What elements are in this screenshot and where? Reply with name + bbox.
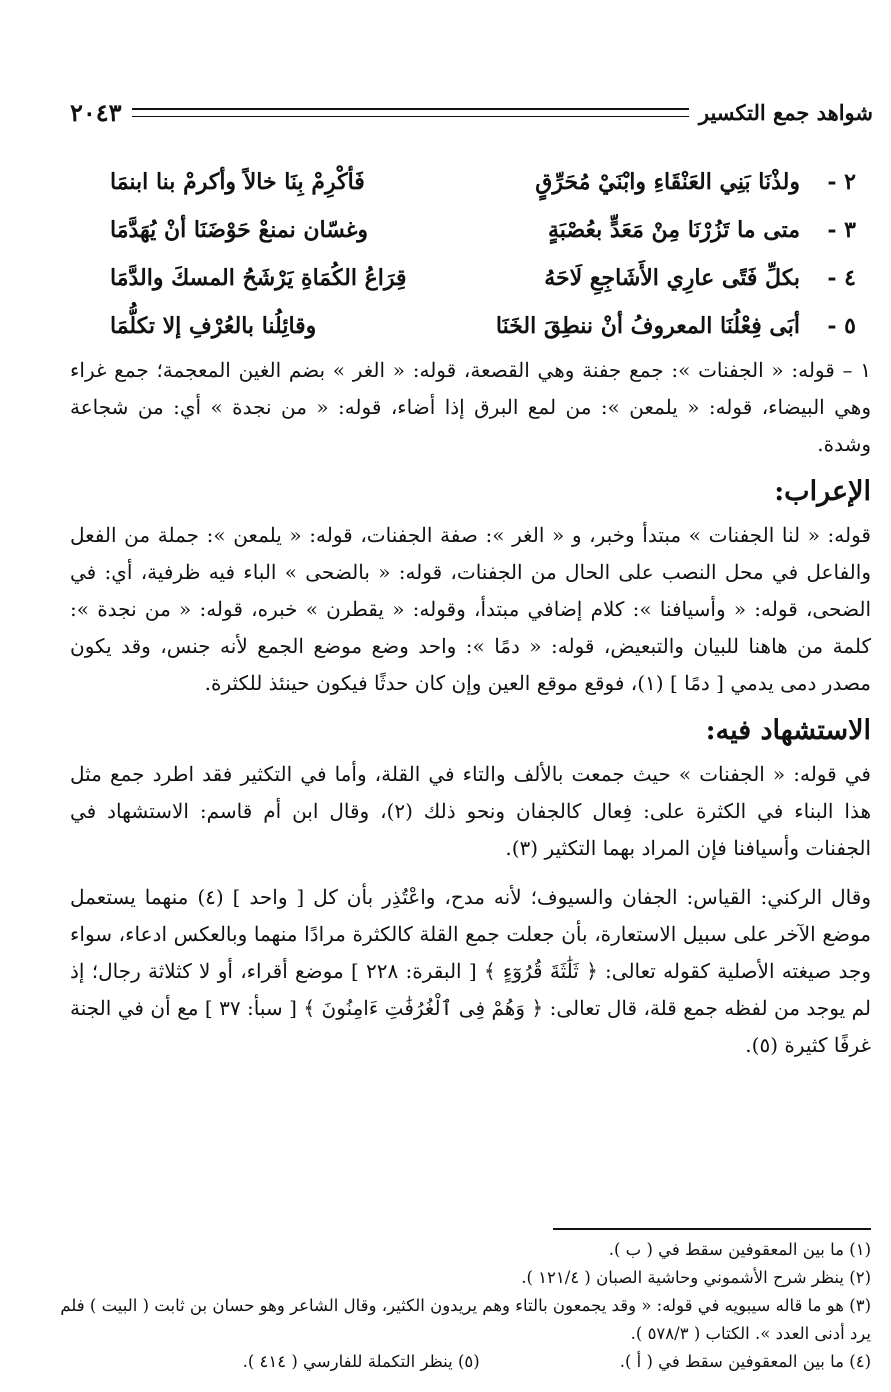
verse-second-hemistich: وغسّان نمنعْ حَوْضَنَا أنْ يُهَدَّمَا bbox=[110, 217, 368, 243]
footnote: (٢) ينظر شرح الأشموني وحاشية الصبان ( ١٢١/٤ ). bbox=[521, 1268, 871, 1287]
verse-line bbox=[110, 254, 856, 302]
footnote: (١) ما بين المعقوفين سقط في ( ب ). bbox=[608, 1240, 871, 1259]
irab-paragraph: قوله: « لنا الجفنات » مبتدأ وخبر، و « الغر »: صفة الجفنات، قوله: « يلمعن »: جملة من الفعل والفاعل في محل النصب على الحال من الجفنات، قوله: « بالضحى » الباء فيه ظرفية، أي: في الضحى، قوله: « وأسيافنا »: كلام إضافي مبتدأ، وقوله: « يقطرن » خبره، قوله: « من نجدة »: كلمة من هاهنا للبيان والتبعيض، قوله: « دمًا »: واحد وضع موضع الجمع لأنه جنس، وقد يكون مصدر دمى يدمي [ دمًا ] (١)، فوقع موقع العين وإن كان حدثًا فيكون حينئذ للكثرة. bbox=[70, 523, 871, 695]
explanation-paragraph: ١ – قوله: « الجفنات »: جمع جفنة وهي القصعة، قوله: « الغر » بضم الغين المعجمة؛ جمع غراء وهي البيضاء، قوله: « يلمعن »: من لمع البرق إذا أضاء، قوله: « من نجدة » أي: من شجاعة وشدة. bbox=[70, 358, 871, 456]
page-number: ٢٠٤٣ bbox=[70, 97, 122, 127]
verse-second-hemistich: وقائِلُنا بالعُرْفِ إلا تكلُّمَا bbox=[110, 313, 317, 339]
footnote: (٣) هو ما قاله سيبويه في قوله: « وقد يجمعون بالتاء وهم يريدون الكثير، وقال الشاعر وهو حسان بن ثابت ( البيت ) فلم يرد أدنى العدد ». الكتاب ( ٥٧٨/٣ ). bbox=[60, 1296, 871, 1343]
footnote: (٥) ينظر التكملة للفارسي ( ٤١٤ ). bbox=[242, 1352, 480, 1371]
footnote-separator bbox=[553, 1228, 871, 1230]
verse-first-hemistich: بكلِّ فَتًى عارِي الأَشَاجِعِ لَاحَهُ bbox=[544, 265, 800, 291]
running-header bbox=[70, 92, 873, 132]
verse-line bbox=[110, 302, 856, 350]
verse-first-hemistich: أبَى فِعْلُنَا المعروفُ أنْ ننطِقَ الخَنَا bbox=[495, 313, 800, 339]
section-heading-irab: الإعراب: bbox=[774, 476, 871, 507]
verse-line bbox=[110, 206, 856, 254]
section-heading-istishhad: الاستشهاد فيه: bbox=[705, 715, 871, 746]
header-rule bbox=[132, 108, 689, 117]
header-title: شواهد جمع التكسير bbox=[698, 99, 873, 125]
footnotes bbox=[60, 1236, 871, 1376]
footnote: (٤) ما بين المعقوفين سقط في ( أ ). bbox=[619, 1352, 871, 1371]
verses-block bbox=[110, 158, 856, 350]
verse-number: ٥ - bbox=[827, 313, 856, 339]
main-text bbox=[70, 352, 871, 1064]
verse-number: ٣ - bbox=[827, 217, 856, 243]
verse-second-hemistich: فَأكْرِمْ بِنَا خالاً وأكرمْ بنا ابنمَا bbox=[110, 169, 365, 195]
paragraph-gap bbox=[70, 867, 871, 879]
verse-number: ٤ - bbox=[827, 265, 856, 291]
verse-line bbox=[110, 158, 856, 206]
istishhad-paragraph-2: وقال الركني: القياس: الجفان والسيوف؛ لأنه مدح، واعْتُذِر بأن كل [ واحد ] (٤) منهما يستعمل موضع الآخر على سبيل الاستعارة، بأن جعلت جمع القلة كالكثرة مرادًا منهما وبالعكس ادعاء، سواء وجد صيغته الأصلية كقوله تعالى: ﴿ ثَلَٰثَةَ قُرُوٓءٍ ﴾ [ البقرة: ٢٢٨ ] موضع أقراء، أو لا كثلاثة رجال؛ إذ لم يوجد من لفظه جمع قلة، قال تعالى: ﴿ وَهُمْ فِى ٱلْغُرُفَٰتِ ءَامِنُونَ ﴾ [ سبأ: ٣٧ ] مع أن في الجنة غرفًا كثيرة (٥). bbox=[70, 885, 871, 1057]
istishhad-paragraph-1: في قوله: « الجفنات » حيث جمعت بالألف والتاء في القلة، وأما في التكثير فقد اطرد جمع مثل هذا البناء في الكثرة على: فِعال كالجفان ونحو ذلك (٢)، وقال ابن أم قاسم: الاستشهاد في الجفنات وأسيافنا فإن المراد بهما التكثير (٣). bbox=[70, 762, 871, 860]
verse-first-hemistich: متى ما تَزُرْنَا مِنْ مَعَدٍّ بعُصْبَةٍ bbox=[548, 217, 800, 243]
verse-second-hemistich: قِرَاعُ الكُمَاةِ يَرْشَحُ المسكَ والدَّمَا bbox=[110, 265, 407, 291]
footnote-row bbox=[60, 1348, 871, 1376]
verse-first-hemistich: ولذْنَا بَنِي العَنْقَاءِ وابْنَيْ مُحَرِّقٍ bbox=[535, 169, 800, 195]
verse-number: ٢ - bbox=[827, 169, 856, 195]
